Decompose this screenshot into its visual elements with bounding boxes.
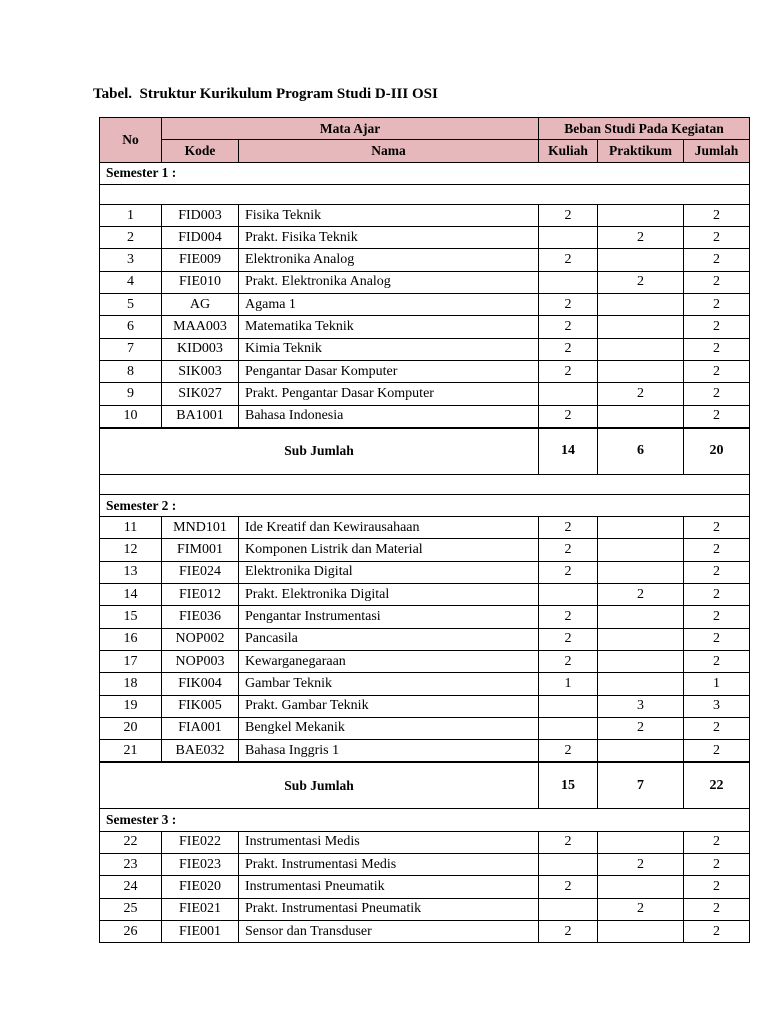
row-kode: NOP002 xyxy=(162,628,239,650)
table-header xyxy=(100,118,750,163)
row-kode: FIE022 xyxy=(162,831,239,853)
row-praktikum: 2 xyxy=(598,854,684,876)
row-jumlah: 2 xyxy=(684,876,750,898)
row-jumlah: 3 xyxy=(684,695,750,717)
row-jumlah: 2 xyxy=(684,316,750,338)
row-jumlah: 2 xyxy=(684,227,750,249)
row-nama: Kewarganegaraan xyxy=(239,650,539,672)
row-jumlah: 2 xyxy=(684,561,750,583)
row-no: 18 xyxy=(100,673,162,695)
table-row xyxy=(100,717,750,739)
table-row xyxy=(100,383,750,405)
row-jumlah: 2 xyxy=(684,249,750,271)
row-kuliah: 2 xyxy=(539,517,598,539)
row-praktikum xyxy=(598,920,684,942)
subtotal-jumlah: 20 xyxy=(684,428,750,475)
row-praktikum xyxy=(598,673,684,695)
row-kode: FIE012 xyxy=(162,584,239,606)
row-no: 23 xyxy=(100,854,162,876)
row-praktikum xyxy=(598,561,684,583)
row-jumlah: 2 xyxy=(684,920,750,942)
header-no: No xyxy=(100,118,162,163)
table-row xyxy=(100,695,750,717)
table-row xyxy=(100,650,750,672)
row-kode: KID003 xyxy=(162,338,239,360)
table-row xyxy=(100,831,750,853)
semester-heading-row xyxy=(100,162,750,184)
row-no: 25 xyxy=(100,898,162,920)
row-praktikum xyxy=(598,740,684,763)
row-nama: Fisika Teknik xyxy=(239,204,539,226)
row-kuliah: 1 xyxy=(539,673,598,695)
table-row xyxy=(100,854,750,876)
row-kuliah: 2 xyxy=(539,249,598,271)
subtotal-row xyxy=(100,762,750,809)
blank-row xyxy=(100,184,750,204)
row-kuliah: 2 xyxy=(539,316,598,338)
row-jumlah: 2 xyxy=(684,831,750,853)
row-kuliah xyxy=(539,584,598,606)
row-jumlah: 2 xyxy=(684,294,750,316)
row-kode: FIE036 xyxy=(162,606,239,628)
row-praktikum: 2 xyxy=(598,271,684,293)
row-no: 24 xyxy=(100,876,162,898)
row-kode: FIE023 xyxy=(162,854,239,876)
row-jumlah: 2 xyxy=(684,740,750,763)
row-kode: SIK027 xyxy=(162,383,239,405)
row-kode: BAE032 xyxy=(162,740,239,763)
row-no: 5 xyxy=(100,294,162,316)
row-praktikum xyxy=(598,628,684,650)
row-praktikum xyxy=(598,876,684,898)
row-nama: Agama 1 xyxy=(239,294,539,316)
row-nama: Komponen Listrik dan Material xyxy=(239,539,539,561)
row-nama: Pengantar Dasar Komputer xyxy=(239,360,539,382)
row-nama: Pengantar Instrumentasi xyxy=(239,606,539,628)
row-praktikum xyxy=(598,650,684,672)
table-row xyxy=(100,249,750,271)
row-nama: Prakt. Elektronika Analog xyxy=(239,271,539,293)
row-nama: Bahasa Inggris 1 xyxy=(239,740,539,763)
row-kode: FID003 xyxy=(162,204,239,226)
row-jumlah: 2 xyxy=(684,271,750,293)
row-jumlah: 2 xyxy=(684,360,750,382)
row-kuliah xyxy=(539,898,598,920)
row-no: 21 xyxy=(100,740,162,763)
row-no: 4 xyxy=(100,271,162,293)
table-row xyxy=(100,227,750,249)
row-praktikum xyxy=(598,405,684,428)
row-kuliah xyxy=(539,383,598,405)
row-nama: Bengkel Mekanik xyxy=(239,717,539,739)
row-nama: Prakt. Gambar Teknik xyxy=(239,695,539,717)
blank-cell xyxy=(100,474,750,494)
row-praktikum: 2 xyxy=(598,898,684,920)
row-kode: FIA001 xyxy=(162,717,239,739)
row-no: 9 xyxy=(100,383,162,405)
row-kuliah: 2 xyxy=(539,628,598,650)
row-kode: FIE001 xyxy=(162,920,239,942)
table-title: Tabel. Struktur Kurikulum Program Studi D-III OSI xyxy=(93,86,438,102)
row-jumlah: 2 xyxy=(684,539,750,561)
row-praktikum xyxy=(598,249,684,271)
row-praktikum: 2 xyxy=(598,584,684,606)
row-nama: Kimia Teknik xyxy=(239,338,539,360)
row-jumlah: 2 xyxy=(684,606,750,628)
row-kode: FIE020 xyxy=(162,876,239,898)
row-praktikum: 3 xyxy=(598,695,684,717)
row-kode: FIK005 xyxy=(162,695,239,717)
subtotal-kuliah: 14 xyxy=(539,428,598,475)
subtotal-jumlah: 22 xyxy=(684,762,750,809)
row-nama: Ide Kreatif dan Kewirausahaan xyxy=(239,517,539,539)
subtotal-label: Sub Jumlah xyxy=(100,428,539,475)
table-row xyxy=(100,606,750,628)
row-praktikum xyxy=(598,539,684,561)
row-nama: Matematika Teknik xyxy=(239,316,539,338)
row-nama: Prakt. Instrumentasi Pneumatik xyxy=(239,898,539,920)
row-kuliah: 2 xyxy=(539,405,598,428)
row-no: 6 xyxy=(100,316,162,338)
row-kode: FIM001 xyxy=(162,539,239,561)
row-no: 16 xyxy=(100,628,162,650)
curriculum-table xyxy=(99,117,750,943)
row-kode: NOP003 xyxy=(162,650,239,672)
row-no: 17 xyxy=(100,650,162,672)
subtotal-praktikum: 7 xyxy=(598,762,684,809)
row-kuliah: 2 xyxy=(539,561,598,583)
row-no: 12 xyxy=(100,539,162,561)
row-nama: Elektronika Analog xyxy=(239,249,539,271)
row-kode: FIE010 xyxy=(162,271,239,293)
row-nama: Bahasa Indonesia xyxy=(239,405,539,428)
row-no: 19 xyxy=(100,695,162,717)
table-row xyxy=(100,271,750,293)
row-nama: Prakt. Pengantar Dasar Komputer xyxy=(239,383,539,405)
row-kuliah: 2 xyxy=(539,876,598,898)
row-kuliah: 2 xyxy=(539,650,598,672)
row-no: 15 xyxy=(100,606,162,628)
blank-row xyxy=(100,474,750,494)
row-kode: MAA003 xyxy=(162,316,239,338)
table-row xyxy=(100,204,750,226)
row-no: 7 xyxy=(100,338,162,360)
row-kode: FIK004 xyxy=(162,673,239,695)
subtotal-praktikum: 6 xyxy=(598,428,684,475)
row-kode: FIE021 xyxy=(162,898,239,920)
row-praktikum xyxy=(598,831,684,853)
row-nama: Prakt. Instrumentasi Medis xyxy=(239,854,539,876)
row-nama: Elektronika Digital xyxy=(239,561,539,583)
table-row xyxy=(100,920,750,942)
row-kode: AG xyxy=(162,294,239,316)
table-row xyxy=(100,360,750,382)
row-jumlah: 2 xyxy=(684,338,750,360)
row-praktikum xyxy=(598,316,684,338)
semester-heading-row xyxy=(100,494,750,516)
row-nama: Gambar Teknik xyxy=(239,673,539,695)
row-jumlah: 2 xyxy=(684,650,750,672)
semester-label: Semester 2 : xyxy=(100,494,750,516)
row-nama: Pancasila xyxy=(239,628,539,650)
row-jumlah: 2 xyxy=(684,204,750,226)
row-no: 3 xyxy=(100,249,162,271)
row-no: 8 xyxy=(100,360,162,382)
row-no: 1 xyxy=(100,204,162,226)
row-praktikum xyxy=(598,360,684,382)
row-nama: Instrumentasi Pneumatik xyxy=(239,876,539,898)
row-nama: Prakt. Elektronika Digital xyxy=(239,584,539,606)
row-kuliah: 2 xyxy=(539,606,598,628)
header-kuliah: Kuliah xyxy=(539,140,598,162)
row-jumlah: 2 xyxy=(684,405,750,428)
row-jumlah: 2 xyxy=(684,517,750,539)
table-row xyxy=(100,740,750,763)
row-kode: FIE024 xyxy=(162,561,239,583)
row-jumlah: 2 xyxy=(684,628,750,650)
table-row xyxy=(100,539,750,561)
row-kuliah: 2 xyxy=(539,338,598,360)
row-kuliah: 2 xyxy=(539,920,598,942)
row-kuliah: 2 xyxy=(539,360,598,382)
row-kode: FID004 xyxy=(162,227,239,249)
row-nama: Instrumentasi Medis xyxy=(239,831,539,853)
row-no: 14 xyxy=(100,584,162,606)
row-nama: Prakt. Fisika Teknik xyxy=(239,227,539,249)
row-kuliah: 2 xyxy=(539,204,598,226)
row-kuliah xyxy=(539,717,598,739)
table-row xyxy=(100,584,750,606)
row-praktikum xyxy=(598,294,684,316)
row-kuliah: 2 xyxy=(539,740,598,763)
table-row xyxy=(100,517,750,539)
header-praktikum: Praktikum xyxy=(598,140,684,162)
row-praktikum xyxy=(598,517,684,539)
row-kuliah xyxy=(539,695,598,717)
row-jumlah: 2 xyxy=(684,854,750,876)
semester-label: Semester 1 : xyxy=(100,162,750,184)
row-praktikum: 2 xyxy=(598,383,684,405)
table-row xyxy=(100,316,750,338)
row-no: 20 xyxy=(100,717,162,739)
row-jumlah: 2 xyxy=(684,717,750,739)
row-praktikum: 2 xyxy=(598,227,684,249)
row-kode: MND101 xyxy=(162,517,239,539)
row-nama: Sensor dan Transduser xyxy=(239,920,539,942)
row-kuliah: 2 xyxy=(539,831,598,853)
row-no: 22 xyxy=(100,831,162,853)
table-row xyxy=(100,561,750,583)
header-kode: Kode xyxy=(162,140,239,162)
row-kuliah xyxy=(539,227,598,249)
table-row xyxy=(100,405,750,428)
row-jumlah: 2 xyxy=(684,584,750,606)
table-row xyxy=(100,673,750,695)
subtotal-label: Sub Jumlah xyxy=(100,762,539,809)
table-row xyxy=(100,294,750,316)
blank-cell xyxy=(100,184,750,204)
row-kuliah xyxy=(539,271,598,293)
row-jumlah: 1 xyxy=(684,673,750,695)
row-no: 13 xyxy=(100,561,162,583)
header-beban-studi: Beban Studi Pada Kegiatan xyxy=(539,118,750,140)
row-jumlah: 2 xyxy=(684,898,750,920)
semester-label: Semester 3 : xyxy=(100,809,750,831)
subtotal-kuliah: 15 xyxy=(539,762,598,809)
row-no: 10 xyxy=(100,405,162,428)
row-no: 2 xyxy=(100,227,162,249)
row-kode: BA1001 xyxy=(162,405,239,428)
table-row xyxy=(100,898,750,920)
row-kuliah xyxy=(539,854,598,876)
table-row xyxy=(100,876,750,898)
row-kode: SIK003 xyxy=(162,360,239,382)
row-kuliah: 2 xyxy=(539,294,598,316)
table-row xyxy=(100,338,750,360)
header-nama: Nama xyxy=(239,140,539,162)
subtotal-row xyxy=(100,428,750,475)
row-praktikum xyxy=(598,338,684,360)
semester-heading-row xyxy=(100,809,750,831)
row-no: 11 xyxy=(100,517,162,539)
table-body xyxy=(100,162,750,943)
row-no: 26 xyxy=(100,920,162,942)
row-kuliah: 2 xyxy=(539,539,598,561)
row-kode: FIE009 xyxy=(162,249,239,271)
row-praktikum xyxy=(598,606,684,628)
row-praktikum xyxy=(598,204,684,226)
table-row xyxy=(100,628,750,650)
header-mata-ajar: Mata Ajar xyxy=(162,118,539,140)
header-jumlah: Jumlah xyxy=(684,140,750,162)
row-praktikum: 2 xyxy=(598,717,684,739)
row-jumlah: 2 xyxy=(684,383,750,405)
